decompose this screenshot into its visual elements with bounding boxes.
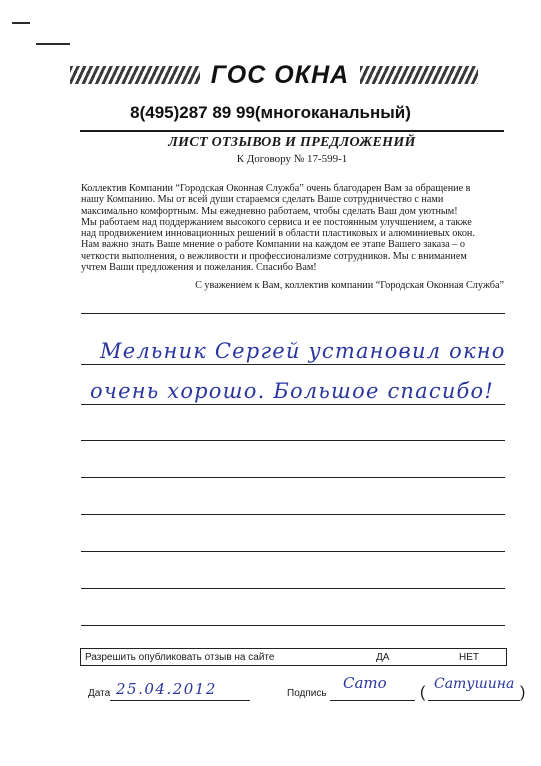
date-label: Дата: [88, 688, 111, 699]
scan-mark: [36, 43, 70, 45]
intro-text: [81, 183, 507, 273]
intro-line: учтем Ваши предложения и пожелания. Спасибо Вам!: [81, 262, 317, 274]
handwritten-name: Сатушина: [434, 676, 515, 692]
writing-line: [81, 625, 505, 626]
writing-line: [81, 404, 505, 405]
publish-no-option[interactable]: НЕТ: [459, 652, 479, 663]
intro-line: над продвижением инновационных решений в области пластиковых и алюминиевых окон.: [81, 228, 475, 240]
writing-line: [81, 477, 505, 478]
publish-label: Разрешить опубликовать отзыв на сайте: [85, 652, 275, 663]
handwritten-review-line: очень хорошо. Большое спасибо!: [90, 379, 495, 403]
intro-line: Коллектив Компании “Городская Оконная Служба” очень благодарен Вам за обращение в: [81, 183, 471, 194]
company-logo: ГОС ОКНА: [204, 60, 356, 90]
logo-stripes-right: [360, 66, 478, 84]
contract-number: К Договору № 17-599-1: [236, 153, 348, 165]
signature-close-paren: ): [520, 684, 526, 701]
handwritten-signature: Сато: [343, 674, 387, 692]
closing-line: С уважением к Вам, коллектив компании “Городская Оконная Служба”: [195, 280, 504, 291]
form-title: ЛИСТ ОТЗЫВОВ И ПРЕДЛОЖЕНИЙ: [168, 135, 416, 150]
writing-line: [81, 551, 505, 552]
writing-line: [81, 514, 505, 515]
intro-line: нашу Компанию. Мы от всей души стараемся сделать Ваше сотрудничество с нами: [81, 194, 444, 206]
header-rule: [80, 130, 504, 132]
name-underline: [428, 700, 520, 701]
signature-underline: [330, 700, 415, 701]
intro-line: Нам важно знать Ваше мнение о работе Компании на каждом ее этапе Вашего заказа – о: [81, 239, 465, 251]
writing-line: [81, 364, 505, 365]
date-underline: [110, 700, 250, 701]
writing-line: [81, 440, 505, 441]
publish-yes-option[interactable]: ДА: [376, 652, 390, 663]
writing-line: [81, 588, 505, 589]
logo-stripes-left: [70, 66, 200, 84]
signature-open-paren: (: [420, 684, 426, 701]
signature-label: Подпись: [287, 688, 327, 699]
publish-permission-box: [80, 648, 507, 666]
intro-line: максимально комфортным. Мы ежедневно работаем, чтобы сделать Ваш дом уютным!: [81, 205, 458, 217]
writing-line: [81, 313, 505, 314]
intro-line: Мы работаем над поддержанием высокого сервиса и ее постоянным улучшением, а также: [81, 216, 472, 228]
scan-mark: [12, 22, 30, 24]
handwritten-review-line: Мельник Сергей установил окно: [100, 339, 506, 363]
company-phone: 8(495)287 89 99(многоканальный): [130, 103, 411, 122]
handwritten-date: 25.04.2012: [116, 680, 217, 698]
intro-line: четкости выполнения, о вежливости и профессионализме сотрудников. Мы с вниманием: [81, 250, 467, 262]
